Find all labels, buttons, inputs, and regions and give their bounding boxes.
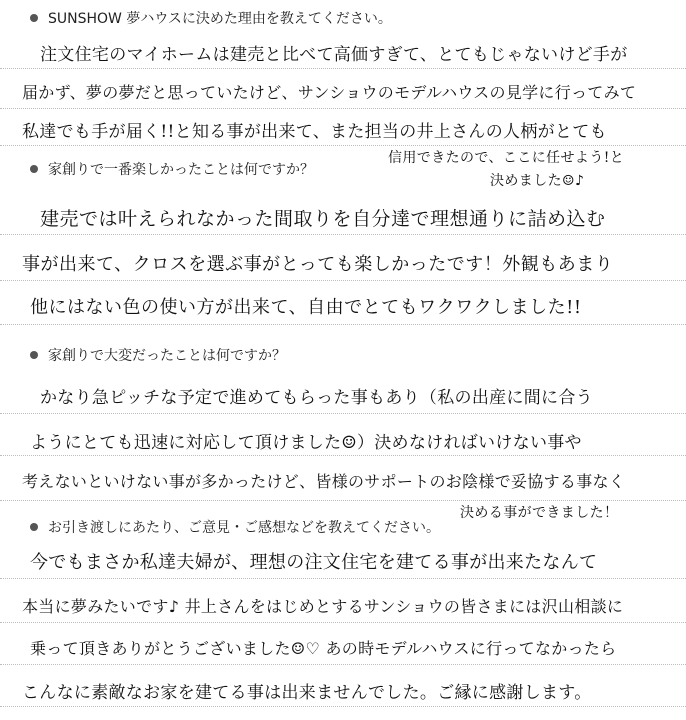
question-4-text: お引き渡しにあたり、ご意見・ご感想などを教えてください。: [48, 520, 440, 536]
question-1-text: SUNSHOW 夢ハウスに決めた理由を教えてください。: [48, 11, 392, 27]
answer-3-line-3: 考えないといけない事が多かったけど、皆様のサポートのお陰様で妥協する事なく: [22, 472, 626, 491]
answer-2-line-3: 他にはない色の使い方が出来て、自由でとてもワクワクしました!!: [30, 297, 582, 318]
ruled-line: [0, 280, 686, 281]
bullet-dot: [30, 165, 38, 173]
question-1: [30, 8, 392, 28]
ruled-line: [0, 455, 686, 456]
question-2-text: 家創りで一番楽しかったことは何ですか？: [48, 162, 314, 178]
ruled-line: [0, 664, 686, 665]
bullet-dot: [30, 351, 38, 359]
answer-3-line-4: 決める事ができました！: [460, 505, 619, 521]
answer-1-line-3: 私達でも手が届く!!と知る事が出来て、また担当の井上さんの人柄がとても: [22, 122, 607, 142]
question-2: [30, 159, 314, 179]
answer-3-line-2: ようにとても迅速に対応して頂けました☺）決めなければいけない事や: [30, 433, 582, 453]
answer-2-line-2: 事が出来て、クロスを選ぶ事がとっても楽しかったです！外観もあまり: [22, 254, 614, 275]
ruled-line: [0, 413, 686, 414]
question-4: [30, 517, 440, 537]
bullet-dot: [30, 14, 38, 22]
ruled-line: [0, 578, 686, 579]
ruled-line: [0, 108, 686, 109]
bullet-dot: [30, 523, 38, 531]
ruled-line: [0, 324, 686, 325]
answer-1-line-4: 信用できたので、ここに任せよう!と: [388, 150, 625, 166]
ruled-line: [0, 68, 686, 69]
ruled-line: [0, 145, 686, 146]
ruled-line: [0, 622, 686, 623]
answer-4-line-3: 乗って頂きありがとうございました☺♡ あの時モデルハウスに行ってなかったら: [30, 639, 617, 658]
question-3: [30, 345, 286, 365]
answer-4-line-2: 本当に夢みたいです♪ 井上さんをはじめとするサンショウの皆さまには沢山相談に: [22, 597, 624, 616]
answer-1-line-5: 決めました☺♪: [490, 173, 585, 189]
ruled-line: [0, 500, 686, 501]
answer-1-line-1: 注文住宅のマイホームは建売と比べて高価すぎて、とてもじゃないけど手が: [40, 45, 628, 65]
answer-1-line-2: 届かず、夢の夢だと思っていたけど、サンショウのモデルハウスの見学に行ってみて: [22, 83, 637, 102]
ruled-line: [0, 706, 686, 707]
question-3-text: 家創りで大変だったことは何ですか？: [48, 348, 286, 364]
answer-4-line-1: 今でもまさか私達夫婦が、理想の注文住宅を建てる事が出来たなんて: [30, 552, 598, 573]
answer-3-line-1: かなり急ピッチな予定で進めてもらった事もあり（私の出産に間に合う: [40, 388, 593, 408]
ruled-line: [0, 234, 686, 235]
answer-4-line-4: こんなに素敵なお家を建てる事は出来ませんでした。ご縁に感謝します。: [22, 683, 592, 703]
answer-2-line-1: 建売では叶えられなかった間取りを自分達で理想通りに詰め込む: [40, 208, 606, 230]
